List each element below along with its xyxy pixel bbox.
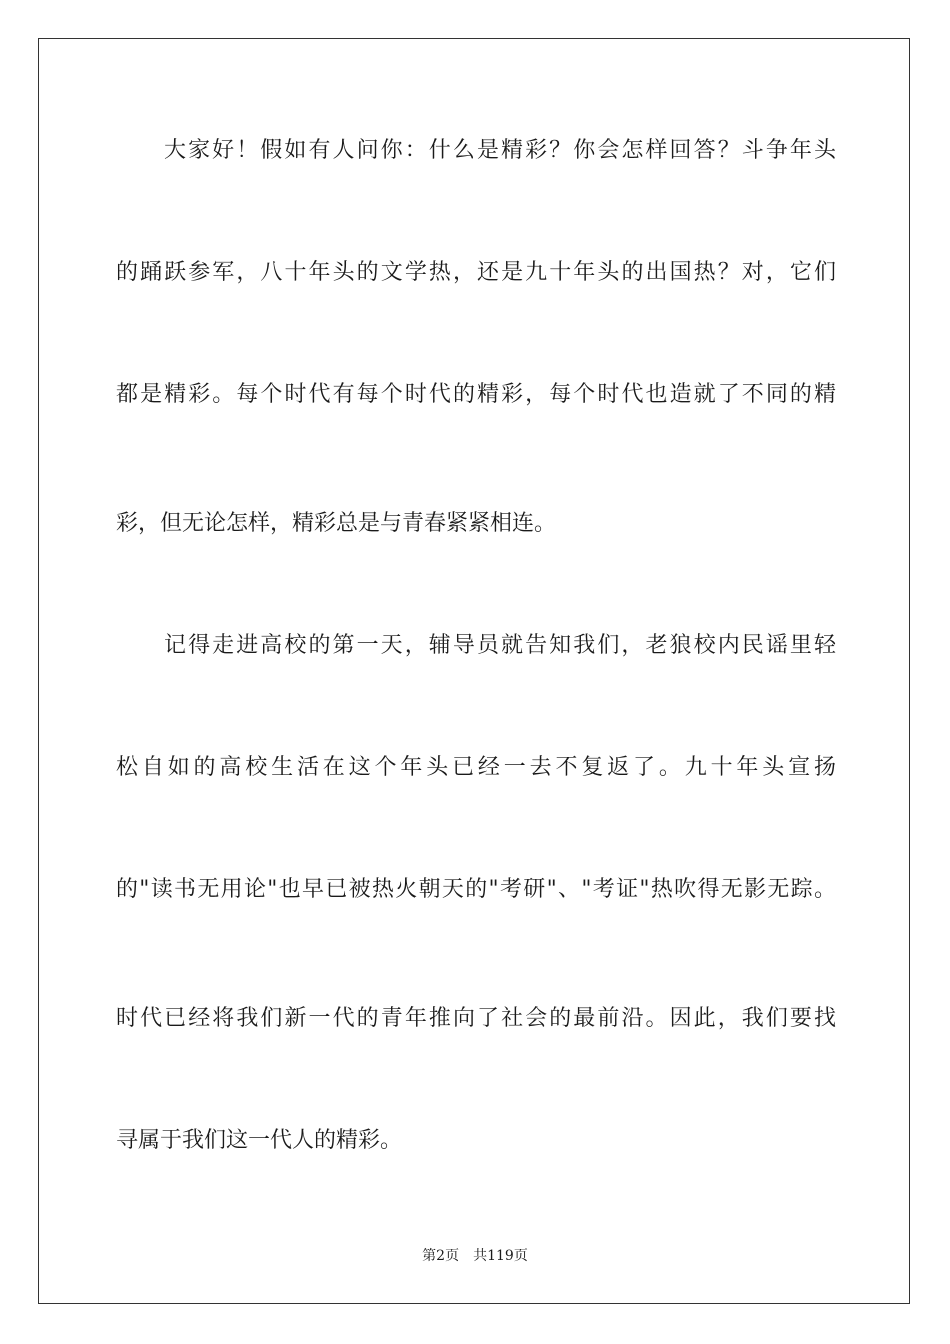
paragraph-2-line-4: 时代已经将我们新一代的青年推向了社会的最前沿。因此，我们要找 (116, 1006, 836, 1031)
paragraph-2-line-5: 寻属于我们这一代人的精彩。 (116, 1128, 403, 1153)
page-border (38, 38, 910, 1304)
page-footer (0, 1246, 950, 1266)
paragraph-2-line-3: 的"读书无用论"也早已被热火朝天的"考研"、"考证"热吹得无影无踪。 (116, 877, 836, 902)
paragraph-1-line-4: 彩，但无论怎样，精彩总是与青春紧紧相连。 (116, 511, 557, 536)
paragraph-1-line-2: 的踊跃参军，八十年头的文学热，还是九十年头的出国热？对，它们 (116, 260, 836, 285)
paragraph-1-line-1: 大家好！假如有人问你：什么是精彩？你会怎样回答？斗争年头 (164, 138, 836, 163)
paragraph-1-line-3: 都是精彩。每个时代有每个时代的精彩，每个时代也造就了不同的精 (116, 382, 836, 407)
paragraph-2-line-2: 松自如的高校生活在这个年头已经一去不复返了。九十年头宣扬 (116, 755, 836, 780)
page-total: 共119页 (473, 1248, 528, 1264)
paragraph-2-line-1: 记得走进高校的第一天，辅导员就告知我们，老狼校内民谣里轻 (164, 633, 836, 658)
page-number: 第2页 (422, 1248, 460, 1264)
